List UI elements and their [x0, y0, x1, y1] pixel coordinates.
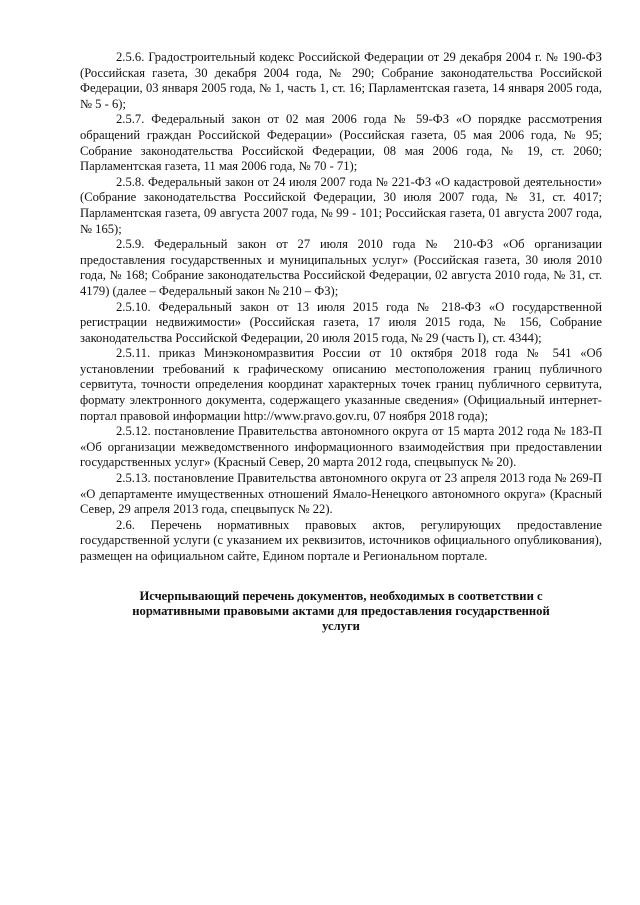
paragraph-2-6: 2.6. Перечень нормативных правовых актов, регулирующих предоставление государственной услуги (с указанием их реквизитов, источников официального опубликования), размещен на официальном сайте, Едином портале и Региональном портале. [80, 517, 602, 563]
paragraph-2-5-10: 2.5.10. Федеральный закон от 13 июля 2015 года № 218-ФЗ «О государственной регистрации недвижимости» (Российская газета, 17 июля 2015 года, № 156, Собрание законодательства Российской Федерации, 20 июля 2015 года, № 29 (часть I), ст. 4344); [80, 299, 602, 345]
section-heading [80, 589, 602, 634]
paragraph-2-5-11: 2.5.11. приказ Минэкономразвития России от 10 октября 2018 года № 541 «Об установлении требований к графическому описанию местоположения границ публичного сервитута, точности определения координат характерных точек границ публичного сервитута, формату электронного документа, содержащего указанные сведения» (Официальный интернет-портал правовой информации http://www.pravo.gov.ru, 07 ноября 2018 года); [80, 346, 602, 423]
paragraph-2-5-13: 2.5.13. постановление Правительства автономного округа от 23 апреля 2013 года № 269-П «О департаменте имущественных отношений Ямало-Ненецкого автономного округа» (Красный Север, 29 апреля 2013 года, спецвыпуск № 22). [80, 471, 602, 517]
section-heading-line-3: услуги [322, 618, 360, 633]
paragraph-2-5-7: 2.5.7. Федеральный закон от 02 мая 2006 года № 59-ФЗ «О порядке рассмотрения обращений граждан Российской Федерации» (Российская газета, 05 мая 2006 года, № 95; Собрание законодательства Российской Федерации, 08 мая 2006 года, № 19, ст. 2060; Парламентская газета, 11 мая 2006 года, № 70 - 71); [80, 112, 602, 174]
paragraph-2-5-12: 2.5.12. постановление Правительства автономного округа от 15 марта 2012 года № 183-П «Об организации межведомственного информационного взаимодействия при предоставлении государственных услуг» (Красный Север, 20 марта 2012 года, спецвыпуск № 20). [80, 424, 602, 470]
section-heading-line-2: нормативными правовыми актами для предоставления государственной [132, 603, 550, 618]
document-page [80, 50, 602, 634]
paragraph-2-5-6: 2.5.6. Градостроительный кодекс Российской Федерации от 29 декабря 2004 г. № 190-ФЗ (Российская газета, 30 декабря 2004 года, № 290; Собрание законодательства Российской Федерации, 03 января 2005 года, № 1, часть 1, ст. 16; Парламентская газета, 14 января 2005 года, № 5 - 6); [80, 50, 602, 111]
paragraph-2-5-8: 2.5.8. Федеральный закон от 24 июля 2007 года № 221-ФЗ «О кадастровой деятельности» (Собрание законодательства Российской Федерации, 30 июля 2007 года, № 31, ст. 4017; Парламентская газета, 09 августа 2007 года, № 99 - 101; Российская газета, 01 августа 2007 года, № 165); [80, 174, 602, 236]
section-heading-line-1: Исчерпывающий перечень документов, необходимых в соответствии с [139, 588, 543, 603]
paragraph-2-5-9: 2.5.9. Федеральный закон от 27 июля 2010 года № 210-ФЗ «Об организации предоставления государственных и муниципальных услуг» (Российская газета, 30 июля 2010 года, № 168; Собрание законодательства Российской Федерации, 02 августа 2010 года, № 31, ст. 4179) (далее – Федеральный закон № 210 – ФЗ); [80, 237, 602, 298]
